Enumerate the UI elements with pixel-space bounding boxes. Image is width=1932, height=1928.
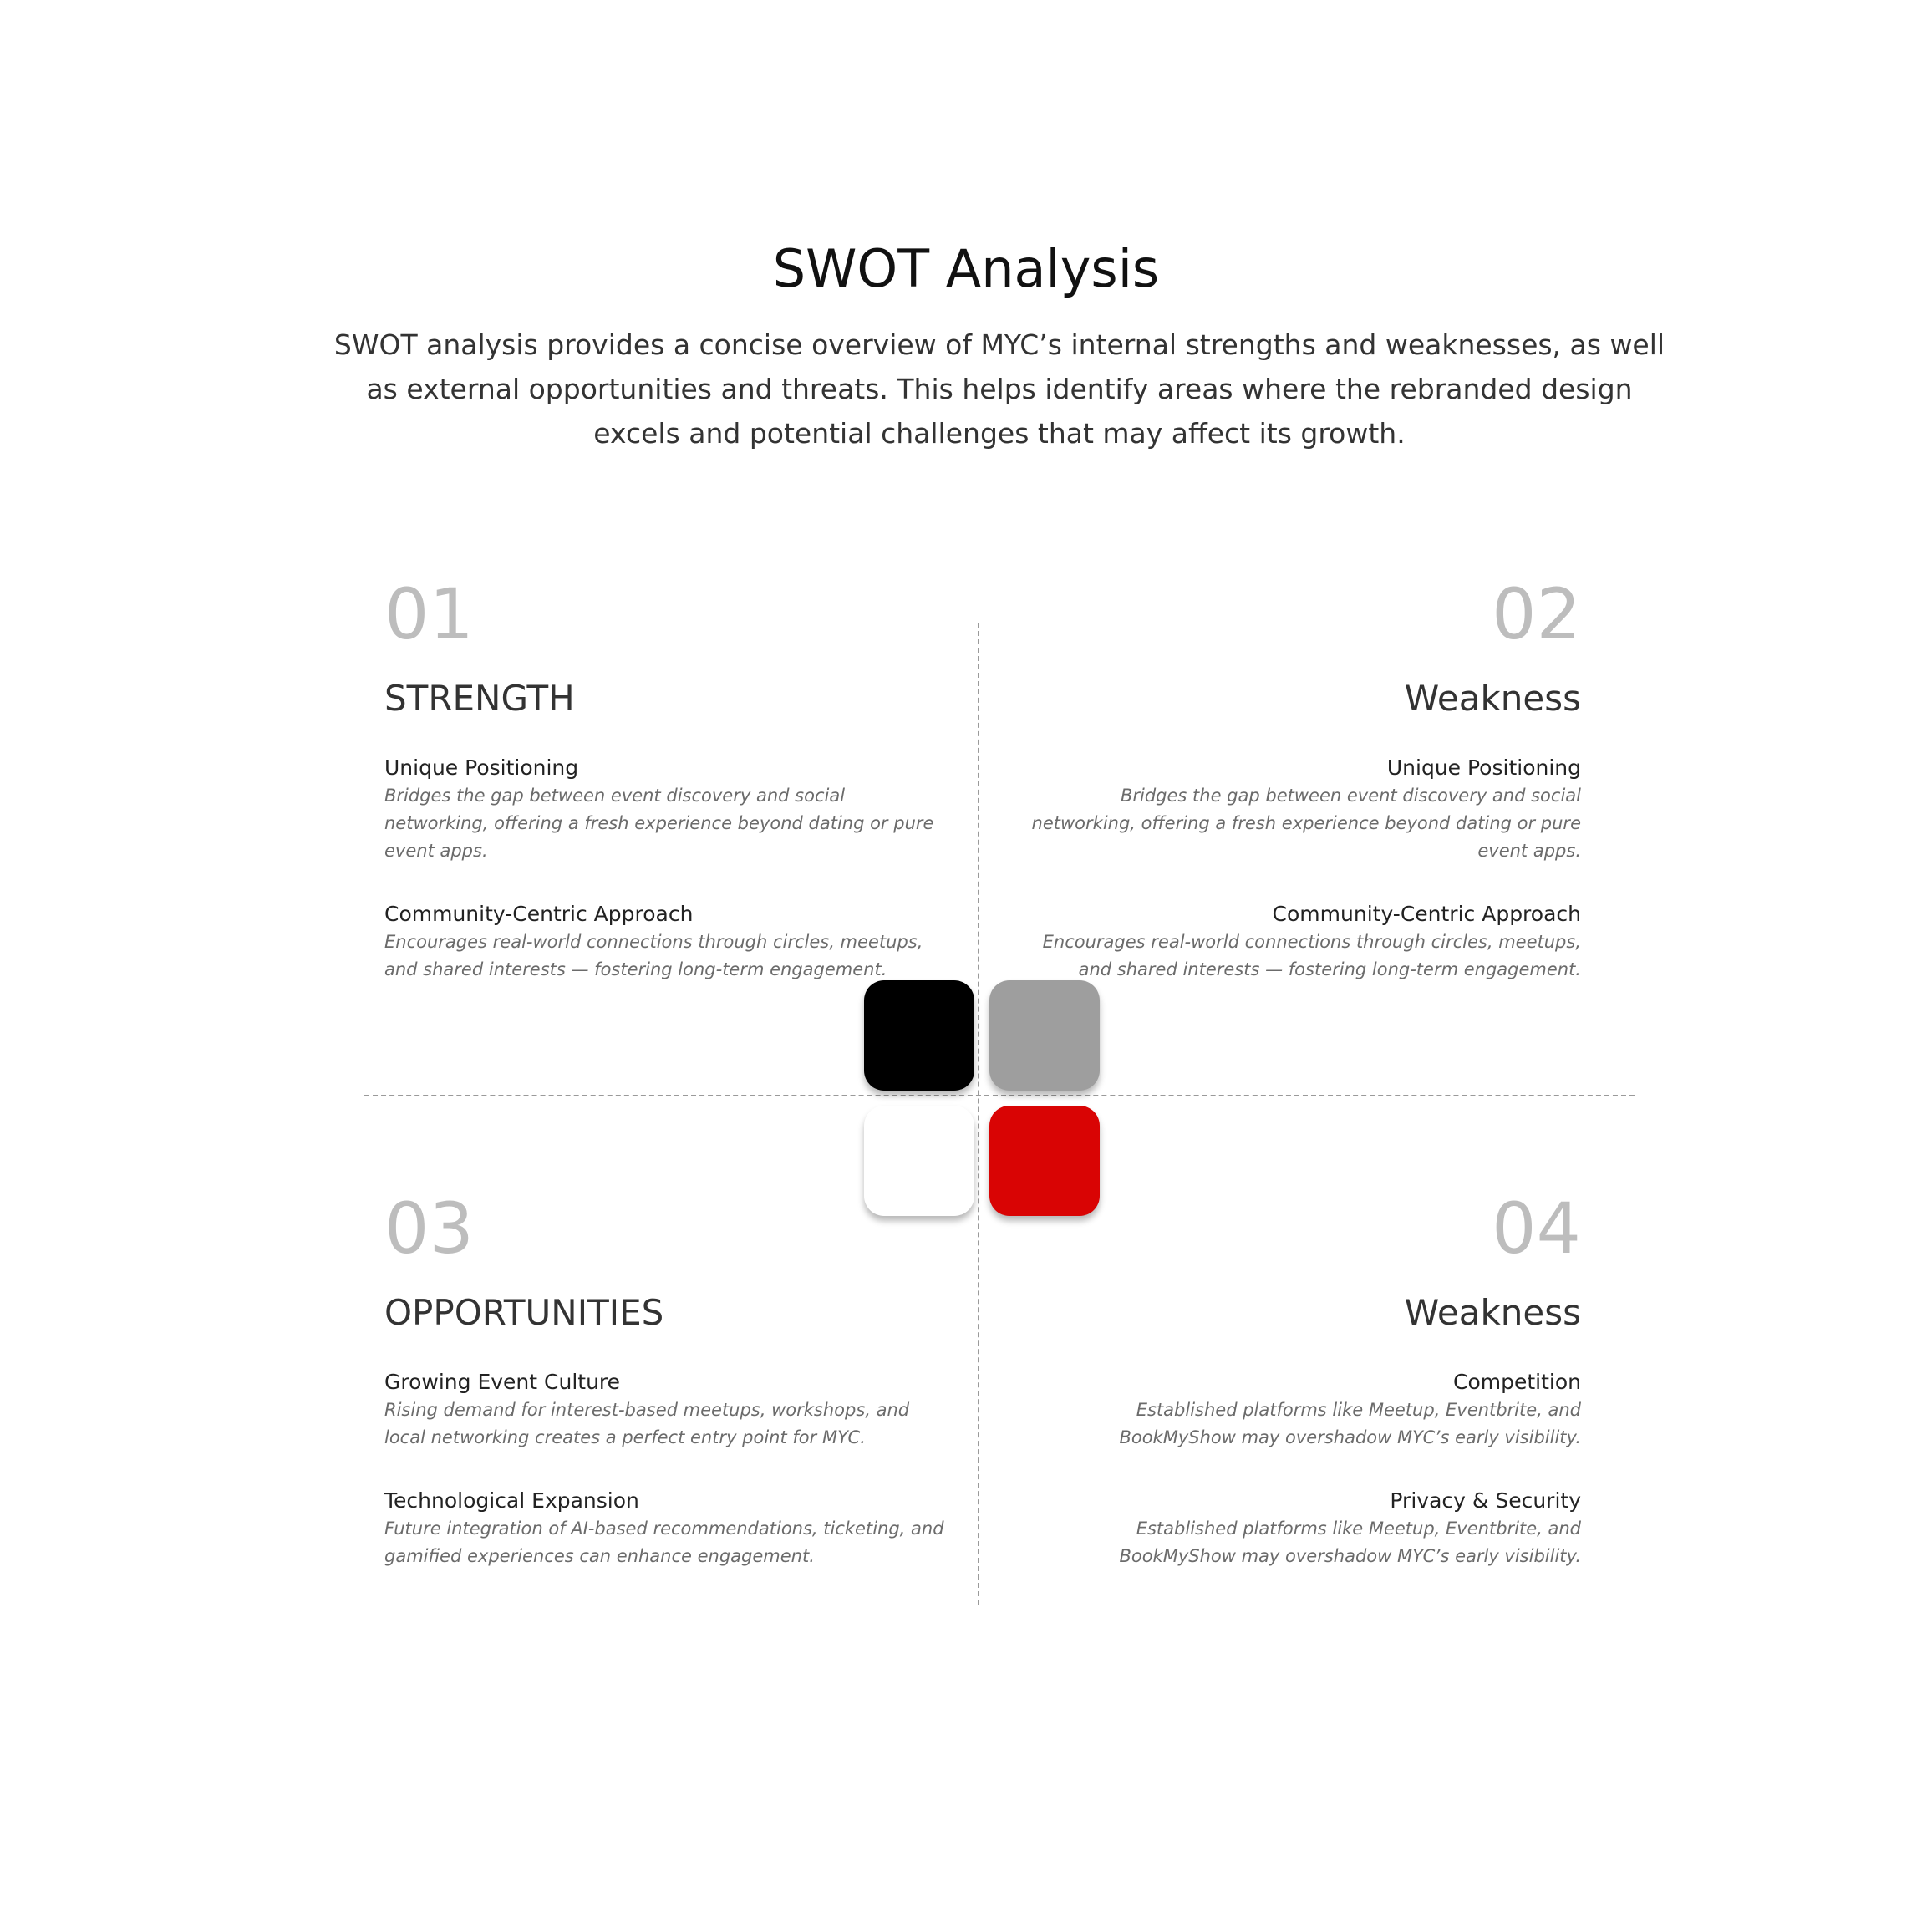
item-title: Unique Positioning	[1386, 755, 1581, 780]
item-description: Future integration of AI-based recommendations, ticketing, and gamified experiences can enhance engagement.	[384, 1518, 944, 1566]
quadrant-number: 03	[384, 1188, 474, 1269]
item-description: Encourages real-world connections through circles, meetups, and shared interests — fostering long-term engagement.	[384, 932, 923, 979]
quadrant-number: 01	[384, 573, 474, 655]
list-item	[1021, 754, 1581, 865]
quadrant-number: 04	[1492, 1188, 1581, 1269]
item-title: Competition	[1453, 1370, 1581, 1394]
quadrant-strength	[384, 573, 944, 984]
quadrant-title: STRENGTH	[384, 678, 575, 719]
tile-white	[864, 1106, 974, 1216]
item-title: Community-Centric Approach	[384, 902, 694, 926]
item-description: Encourages real-world connections through circles, meetups, and shared interests — fostering long-term engagement.	[1042, 932, 1581, 979]
intro-paragraph: SWOT analysis provides a concise overview of MYC’s internal strengths and weaknesses, as well as external opportunities and threats. This helps identify areas where the rebranded design excels and potential challenges that may affect its growth.	[333, 328, 1665, 450]
item-description: Established platforms like Meetup, Eventbrite, and BookMyShow may overshadow MYC’s early visibility.	[1119, 1400, 1581, 1447]
item-title: Technological Expansion	[384, 1488, 639, 1513]
horizontal-divider	[364, 1095, 1635, 1096]
item-title: Growing Event Culture	[384, 1370, 621, 1394]
list-item	[1021, 1487, 1581, 1570]
list-item	[384, 900, 944, 984]
item-title: Privacy & Security	[1390, 1488, 1581, 1513]
quadrant-title: Weakness	[1404, 678, 1581, 719]
item-description: Rising demand for interest-based meetups, workshops, and local networking creates a perfect entry point for MYC.	[384, 1400, 910, 1447]
list-item	[1021, 900, 1581, 984]
list-item	[384, 1368, 944, 1452]
quadrant-opportunities	[384, 1188, 944, 1570]
page-title: SWOT Analysis	[772, 238, 1160, 299]
quadrant-weakness	[1021, 573, 1581, 984]
quadrant-threats	[1021, 1188, 1581, 1570]
quadrant-title: Weakness	[1404, 1292, 1581, 1333]
item-description: Established platforms like Meetup, Eventbrite, and BookMyShow may overshadow MYC’s early visibility.	[1119, 1518, 1581, 1566]
item-description: Bridges the gap between event discovery and social networking, offering a fresh experience beyond dating or pure event apps.	[384, 786, 934, 861]
item-description: Bridges the gap between event discovery and social networking, offering a fresh experience beyond dating or pure event apps.	[1031, 786, 1581, 861]
list-item	[384, 754, 944, 865]
tile-red	[989, 1106, 1100, 1216]
quadrant-title: OPPORTUNITIES	[384, 1292, 664, 1333]
item-title: Community-Centric Approach	[1272, 902, 1581, 926]
tile-gray	[989, 980, 1100, 1091]
quadrant-number: 02	[1492, 573, 1581, 655]
list-item	[1021, 1368, 1581, 1452]
item-title: Unique Positioning	[384, 755, 579, 780]
list-item	[384, 1487, 944, 1570]
vertical-divider	[978, 623, 979, 1605]
tile-black	[864, 980, 974, 1091]
